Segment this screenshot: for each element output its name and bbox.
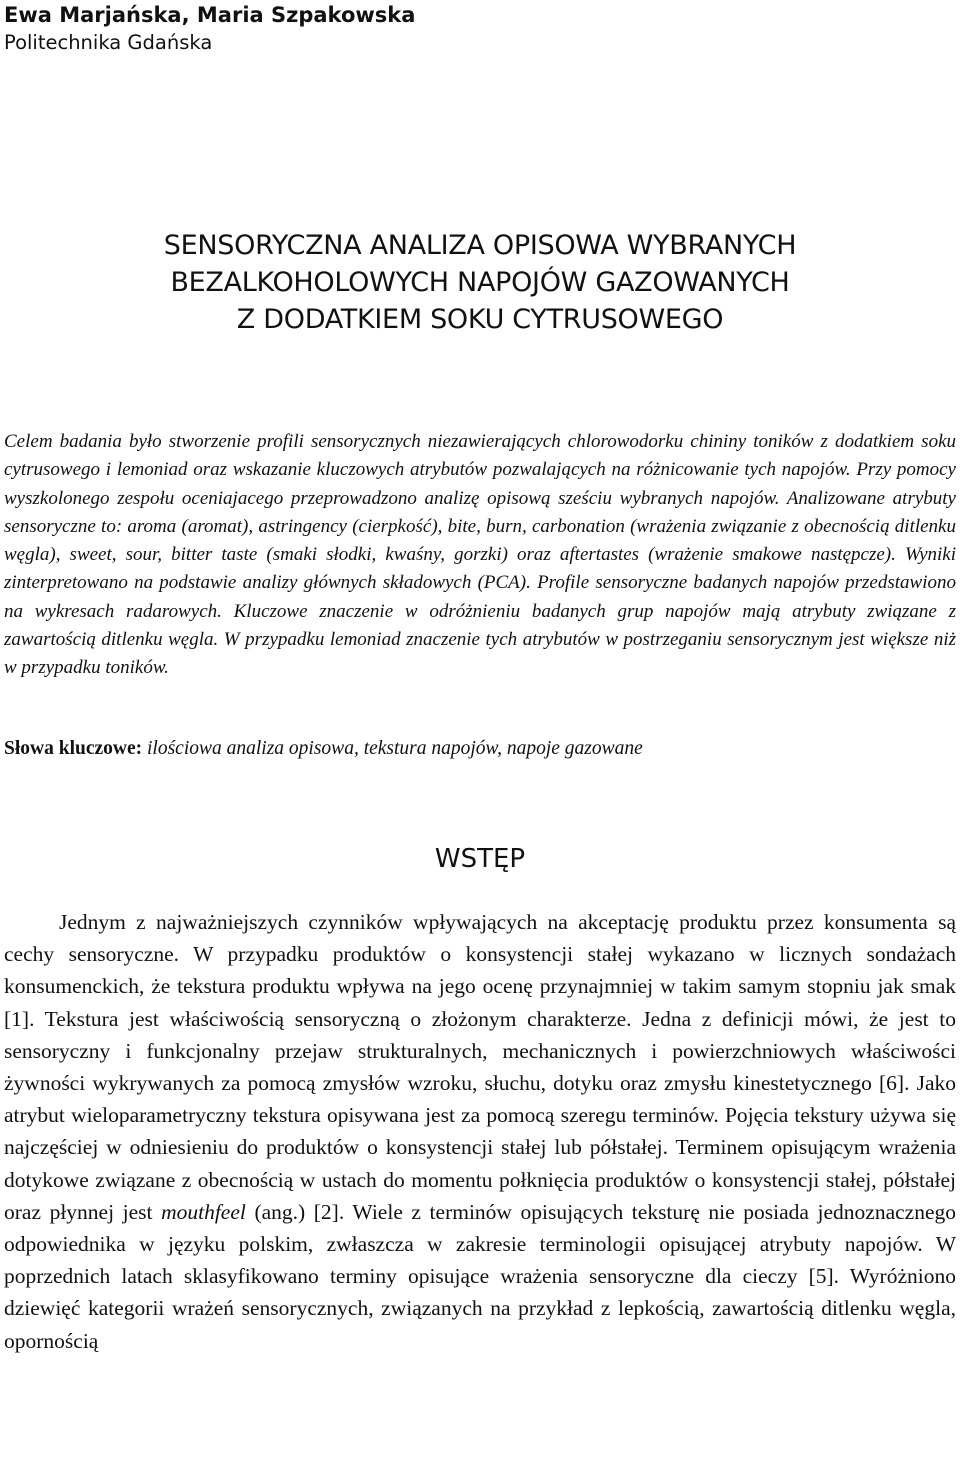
author-block [4, 2, 415, 56]
author-names: Ewa Marjańska, Maria Szpakowska [4, 3, 416, 27]
title-line-3: Z DODATKIEM SOKU CYTRUSOWEGO [236, 304, 724, 335]
keywords-text: ilościowa analiza opisowa, tekstura napojów, napoje gazowane [147, 738, 643, 759]
title-line-1: SENSORYCZNA ANALIZA OPISOWA WYBRANYCH [163, 230, 797, 261]
body-text-rest: (ang.) [2]. Wiele z terminów opisujących teksturę nie posiada jednoznacznego odpowiednika w języku polskim, zwłaszcza w zakresie terminologii opisującej atrybuty napojów. W poprzednich latach sklasyfikowano terminy opisujące wrażenia sensoryczne dla cieczy [5]. Wyróżniono dziewięć kategorii wrażeń sensorycznych, związanych na przykład z lepkością, zawartością ditlenku węgla, opornością [4, 1199, 957, 1353]
affiliation: Politechnika Gdańska [4, 31, 213, 54]
paper-title [4, 227, 956, 338]
body-text-main: Jednym z najważniejszych czynników wpływających na akceptację produktu przez konsumenta są cechy sensoryczne. W przypadku produktów o konsystencji stałej wykazano w licznych sondażach konsumenckich, że tekstura produktu wpływa na jego ocenę przynajmniej w takim samym stopniu jak smak [1]. Tekstura jest właściwością sensoryczną o złożonym charakterze. Jedna z definicji mówi, że jest to sensoryczny i funkcjonalny przejaw strukturalnych, mechanicznych i powierzchniowych właściwości żywności wykrywanych za pomocą zmysłów wzroku, słuchu, dotyku oraz zmysłu kinestetycznego [6]. Jako atrybut wieloparametryczny tekstura opisywana jest za pomocą szeregu terminów. Pojęcia tekstury używa się najczęściej w odniesieniu do produktów o konsystencji stałej lub półstałej. Terminem opisującym wrażenia dotykowe związane z obecnością w ustach do momentu połknięcia produktów o konsystencji stałej, półstałej oraz płynnej jest [4, 910, 956, 1224]
keywords [4, 735, 956, 763]
section-heading: WSTĘP [434, 844, 526, 874]
body-term: mouthfeel [161, 1199, 246, 1224]
abstract: Celem badania było stworzenie profili sensorycznych niezawierających chlorowodorku chininy toników z dodatkiem soku cytrusowego i lemoniad oraz wskazanie kluczowych atrybutów pozwalających na różnicowanie tych napojów. Przy pomocy wyszkolonego zespołu oceniajacego przeprowadzono analizę opisową sześciu wybranych napojów. Analizowane atrybuty sensoryczne to: aroma (aromat), astringency (cierpkość), bite, burn, carbonation (wrażenia związanie z obecnością ditlenku węgla), sweet, sour, bitter taste (smaki słodki, kwaśny, gorzki) oraz aftertastes (wrażenie smakowe następcze). Wyniki zinterpretowano na podstawie analizy głównych składowych (PCA). Profile sensoryczne badanych napojów przedstawiono na wykresach radarowych. Kluczowe znaczenie w odróżnieniu badanych grup napojów mają atrybuty związane z zawartością ditlenku węgla. W przypadku lemoniad znaczenie tych atrybutów w postrzeganiu sensorycznym jest większe niż w przypadku toników. [4, 431, 956, 679]
keywords-label: Słowa kluczowe: [4, 738, 143, 759]
body-paragraph [4, 906, 956, 1357]
title-line-2: BEZALKOHOLOWYCH NAPOJÓW GAZOWANYCH [170, 267, 790, 298]
